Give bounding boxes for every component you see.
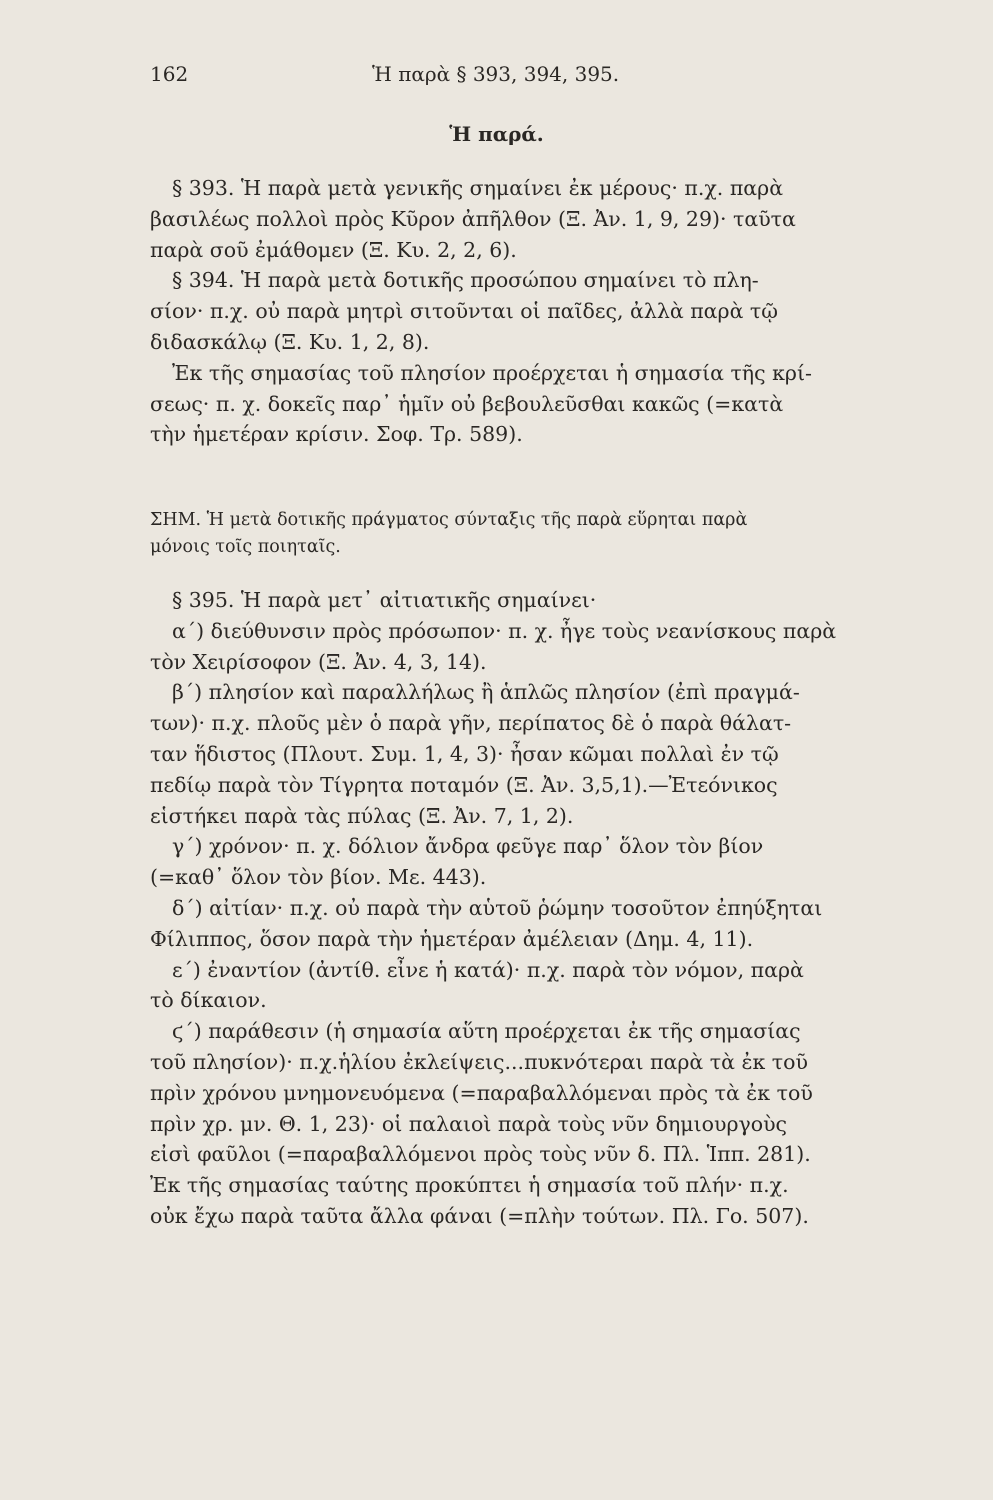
running-title: Ἡ παρὰ § 393, 394, 395. (372, 62, 620, 86)
text-line: τοῦ πλησίον)· π.χ.ἡλίου ἐκλείψεις...πυκνότεραι παρὰ τὰ ἐκ τοῦ (150, 1049, 808, 1074)
note-line: μόνοις τοῖς ποιηταῖς. (150, 537, 341, 557)
text-line: ε΄) ἐναντίον (ἀντίθ. εἶνε ἡ κατά)· π.χ. παρὰ τὸν νόμον, παρὰ (172, 957, 804, 982)
text-line: § 395. Ἡ παρὰ μετ᾽ αἰτιατικῆς σημαίνει· (172, 588, 597, 612)
text-line: διδασκάλῳ (Ξ. Κυ. 1, 2, 8). (150, 329, 430, 354)
text-line: οὐκ ἔχω παρὰ ταῦτα ἄλλα φάναι (=πλὴν τούτων. Πλ. Γο. 507). (150, 1203, 809, 1228)
text-line: τὸν Χειρίσοφον (Ξ. Ἀν. 4, 3, 14). (150, 649, 487, 674)
text-line: ϛ΄) παράθεσιν (ἡ σημασία αὕτη προέρχεται ἐκ τῆς σημασίας (172, 1019, 801, 1044)
text-line: παρὰ σοῦ ἐμάθομεν (Ξ. Κυ. 2, 2, 6). (150, 237, 517, 262)
text-line: Ἐκ τῆς σημασίας ταύτης προκύπτει ἡ σημασία τοῦ πλήν· π.χ. (150, 1173, 789, 1198)
text-line: § 394. Ἡ παρὰ μετὰ δοτικῆς προσώπου σημαίνει τὸ πλη- (172, 268, 759, 293)
page-number: 162 (150, 62, 189, 86)
page-header (150, 62, 850, 92)
note-block (150, 507, 850, 561)
text-line: ταν ἥδιστος (Πλουτ. Συμ. 1, 4, 3)· ἦσαν κῶμαι πολλαὶ ἐν τῷ (150, 741, 779, 766)
text-line: εἰσὶ φαῦλοι (=παραβαλλόμενοι πρὸς τοὺς νῦν δ. Πλ. Ἱππ. 281). (150, 1142, 811, 1167)
text-line: σίον· π.χ. οὐ παρὰ μητρὶ σιτοῦνται οἱ παῖδες, ἀλλὰ παρὰ τῷ (150, 299, 778, 324)
text-line: § 393. Ἡ παρὰ μετὰ γενικῆς σημαίνει ἐκ μέρους· π.χ. παρὰ (172, 176, 784, 200)
note-line: ΣΗΜ. Ἡ μετὰ δοτικῆς πράγματος σύνταξις τῆς παρὰ εὕρηται παρὰ (150, 510, 748, 530)
paragraphs-393-394 (150, 173, 850, 450)
text-line: α΄) διεύθυνσιν πρὸς πρόσωπον· π. χ. ἦγε τοὺς νεανίσκους παρὰ (172, 618, 837, 643)
text-line: β΄) πλησίον καὶ παραλλήλως ἢ ἁπλῶς πλησίον (ἐπὶ πραγμά- (172, 680, 800, 705)
text-line: εἱστήκει παρὰ τὰς πύλας (Ξ. Ἀν. 7, 1, 2). (150, 803, 574, 828)
text-line: πρὶν χρόνου μνημονευόμενα (=παραβαλλόμεναι πρὸς τὰ ἐκ τοῦ (150, 1080, 813, 1105)
text-line: πρὶν χρ. μν. Θ. 1, 23)· οἱ παλαιοὶ παρὰ τοὺς νῦν δημιουργοὺς (150, 1111, 788, 1136)
section-title: Ἡ παρά. (449, 122, 544, 146)
text-line: Ἐκ τῆς σημασίας τοῦ πλησίον προέρχεται ἡ σημασία τῆς κρί- (172, 360, 812, 385)
text-line: γ΄) χρόνον· π. χ. δόλιον ἄνδρα φεῦγε παρ᾽ ὅλον τὸν βίον (172, 834, 764, 859)
text-line: σεως· π. χ. δοκεῖς παρ᾽ ἡμῖν οὐ βεβουλεῦσθαι κακῶς (=κατὰ (150, 391, 784, 416)
text-line: των)· π.χ. πλοῦς μὲν ὁ παρὰ γῆν, περίπατος δὲ ὁ παρὰ θάλατ- (150, 711, 792, 736)
text-line: πεδίῳ παρὰ τὸν Τίγρητα ποταμόν (Ξ. Ἀν. 3,5,1).—Ἐτεόνικος (150, 772, 778, 797)
text-line: τὴν ἡμετέραν κρίσιν. Σοφ. Τρ. 589). (150, 422, 523, 447)
text-line: τὸ δίκαιον. (150, 988, 267, 1013)
text-line: δ΄) αἰτίαν· π.χ. οὐ παρὰ τὴν αὑτοῦ ῥώμην τοσοῦτον ἐπηύξηται (172, 895, 823, 920)
text-line: βασιλέως πολλοὶ πρὸς Κῦρον ἀπῆλθον (Ξ. Ἀν. 1, 9, 29)· ταῦτα (150, 206, 796, 231)
paragraph-395 (150, 585, 850, 1232)
text-line: Φίλιππος, ὅσον παρὰ τὴν ἡμετέραν ἀμέλειαν (Δημ. 4, 11). (150, 926, 754, 951)
text-line: (=καθ᾽ ὅλον τὸν βίον. Με. 443). (150, 865, 487, 890)
